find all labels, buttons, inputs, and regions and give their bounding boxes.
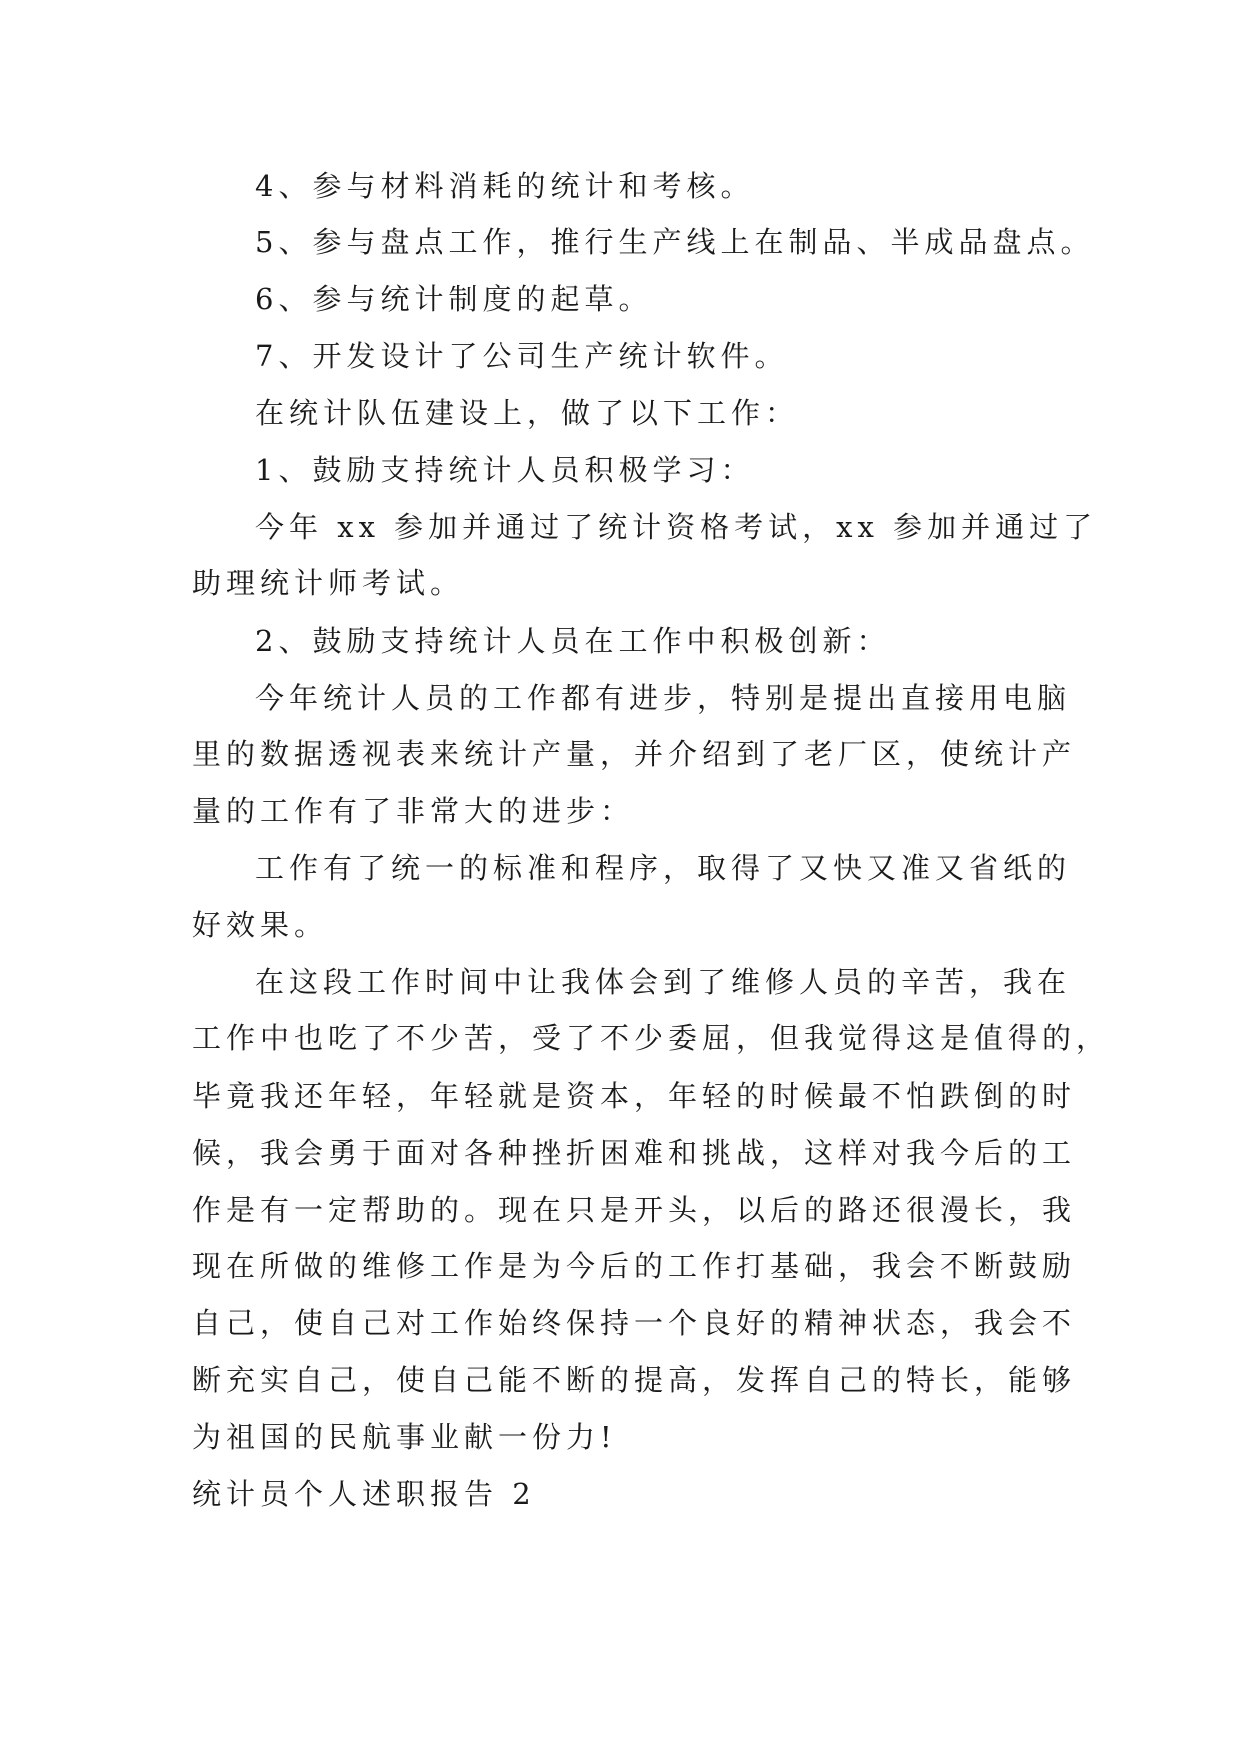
list-item-statistics-policy: 6、参与统计制度的起草。 <box>255 282 653 316</box>
paragraph-reflection-line-6: 现在所做的维修工作是为今后的工作打基础，我会不断鼓励 <box>192 1249 1077 1283</box>
paragraph-exam-line-2: 助理统计师考试。 <box>192 566 465 600</box>
paragraph-reflection-line-1: 在这段工作时间中让我体会到了维修人员的辛苦，我在 <box>255 965 1072 999</box>
paragraph-reflection-line-8: 断充实自己，使自己能不断的提高，发挥自己的特长，能够 <box>192 1363 1077 1397</box>
paragraph-reflection-line-4: 候，我会勇于面对各种挫折困难和挑战，这样对我今后的工 <box>192 1136 1077 1170</box>
paragraph-progress-line-3: 量的工作有了非常大的进步： <box>192 794 635 828</box>
paragraph-reflection-line-3: 毕竟我还年轻，年轻就是资本，年轻的时候最不怕跌倒的时 <box>192 1079 1077 1113</box>
paragraph-progress-line-1: 今年统计人员的工作都有进步，特别是提出直接用电脑 <box>255 681 1072 715</box>
paragraph-standard-line-1: 工作有了统一的标准和程序，取得了又快又准又省纸的 <box>255 851 1072 885</box>
list-item-encourage-innovation: 2、鼓励支持统计人员在工作中积极创新： <box>255 624 891 658</box>
paragraph-standard-line-2: 好效果。 <box>192 908 329 942</box>
section-heading-report-2: 统计员个人述职报告 2 <box>192 1477 536 1511</box>
paragraph-reflection-line-5: 作是有一定帮助的。现在只是开头，以后的路还很漫长，我 <box>192 1193 1077 1227</box>
list-item-statistics-software: 7、开发设计了公司生产统计软件。 <box>255 339 789 373</box>
paragraph-exam-line-1: 今年 xx 参加并通过了统计资格考试，xx 参加并通过了 <box>255 510 1098 544</box>
paragraph-team-building-intro: 在统计队伍建设上，做了以下工作： <box>255 396 800 430</box>
paragraph-reflection-line-9: 为祖国的民航事业献一份力! <box>192 1420 617 1454</box>
paragraph-progress-line-2: 里的数据透视表来统计产量，并介绍到了老厂区，使统计产 <box>192 737 1077 771</box>
list-item-inventory-count: 5、参与盘点工作，推行生产线上在制品、半成品盘点。 <box>255 225 1095 259</box>
list-item-material-consumption: 4、参与材料消耗的统计和考核。 <box>255 169 755 203</box>
list-item-encourage-learning: 1、鼓励支持统计人员积极学习： <box>255 453 755 487</box>
paragraph-reflection-line-7: 自己，使自己对工作始终保持一个良好的精神状态，我会不 <box>192 1306 1077 1340</box>
paragraph-reflection-line-2: 工作中也吃了不少苦，受了不少委屈，但我觉得这是值得的， <box>192 1021 1111 1055</box>
